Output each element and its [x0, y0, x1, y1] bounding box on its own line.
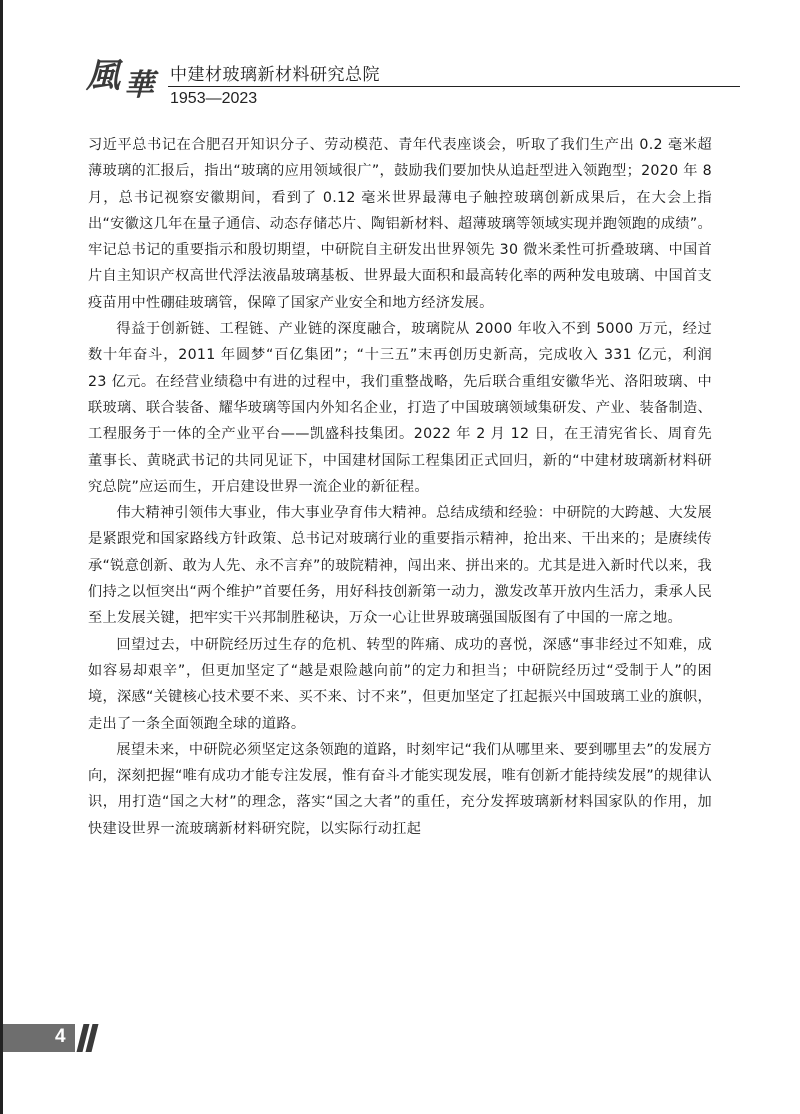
page-header [0, 0, 800, 120]
logo-char-2: 華 [124, 68, 156, 103]
page-left-border [0, 0, 3, 1114]
institution-name: 中建材玻璃新材料研究总院 [170, 65, 380, 85]
paragraph-1: 习近平总书记在合肥召开知识分子、劳动模范、青年代表座谈会，听取了我们生产出 0.2 毫米超薄玻璃的汇报后，指出“玻璃的应用领域很广”，鼓励我们要加快从追赶型进入领跑型；2020 年 8 月，总书记视察安徽期间，看到了 0.12 毫米世界最薄电子触控玻璃创新成果后，在大会上指出“安徽这几年在量子通信、动态存储芯片、陶铝新材料、超薄玻璃等领域实现并跑领跑的成绩”。牢记总书记的重要指示和殷切期望，中研院自主研发出世界领先 30 微米柔性可折叠玻璃、中国首片自主知识产权高世代浮法液晶玻璃基板、世界最大面积和最高转化率的两种发电玻璃、中国首支疫苗用中性硼硅玻璃管，保障了国家产业安全和地方经济发展。 [88, 137, 712, 311]
calligraphy-logo [86, 48, 156, 103]
paragraph-5: 展望未来，中研院必须坚定这条领跑的道路，时刻牢记“我们从哪里来、要到哪里去”的发展方向，深刻把握“唯有成功才能专注发展，惟有奋斗才能实现发展，唯有创新才能持续发展”的规律认识，用打造“国之大材”的理念，落实“国之大者”的重任，充分发挥玻璃新材料国家队的作用，加快建设世界一流玻璃新材料研究院，以实际行动扛起 [88, 741, 712, 837]
anniversary-years: 1953—2023 [170, 90, 258, 107]
paragraph-4: 回望过去，中研院经历过生存的危机、转型的阵痛、成功的喜悦，深感“事非经过不知难，成如容易却艰辛”，但更加坚定了“越是艰险越向前”的定力和担当；中研院经历过“受制于人”的困境，深感“关键核心技术要不来、买不来、讨不来”，但更加坚定了扛起振兴中国玻璃工业的旗帜，走出了一条全面领跑全球的道路。 [88, 636, 712, 732]
logo-char-1: 風 [86, 56, 122, 96]
body-text [88, 132, 712, 842]
header-divider [168, 86, 740, 87]
paragraph-3: 伟大精神引领伟大事业，伟大事业孕育伟大精神。总结成绩和经验：中研院的大跨越、大发展是紧跟党和国家路线方针政策、总书记对玻璃行业的重要指示精神，抢出来、干出来的；是赓续传承“锐意创新、敢为人先、永不言弃”的玻院精神，闯出来、拼出来的。尤其是进入新时代以来，我们持之以恒突出“两个维护”首要任务，用好科技创新第一动力，激发改革开放内生活力，秉承人民至上发展关键，把牢实干兴邦制胜秘诀，万众一心让世界玻璃强国版图有了中国的一席之地。 [88, 505, 712, 627]
page-number-tab [3, 1024, 75, 1052]
page-footer [0, 1024, 800, 1052]
paragraph-2: 得益于创新链、工程链、产业链的深度融合，玻璃院从 2000 年收入不到 5000 万元，经过数十年奋斗，2011 年圆梦“百亿集团”；“十三五”末再创历史新高，完成收入 331 亿元，利润 23 亿元。在经营业绩稳中有进的过程中，我们重整战略，先后联合重组安徽华光、洛阳玻璃、中联玻璃、联合装备、耀华玻璃等国内外知名企业，打造了中国玻璃领域集研发、产业、装备制造、工程服务于一体的全产业平台——凯盛科技集团。2022 年 2 月 12 日，在王清宪省长、周育先董事长、黄晓武书记的共同见证下，中国建材国际工程集团正式回归，新的“中建材玻璃新材料研究总院”应运而生，开启建设世界一流企业的新征程。 [88, 321, 712, 495]
page-number: 4 [55, 1026, 66, 1047]
